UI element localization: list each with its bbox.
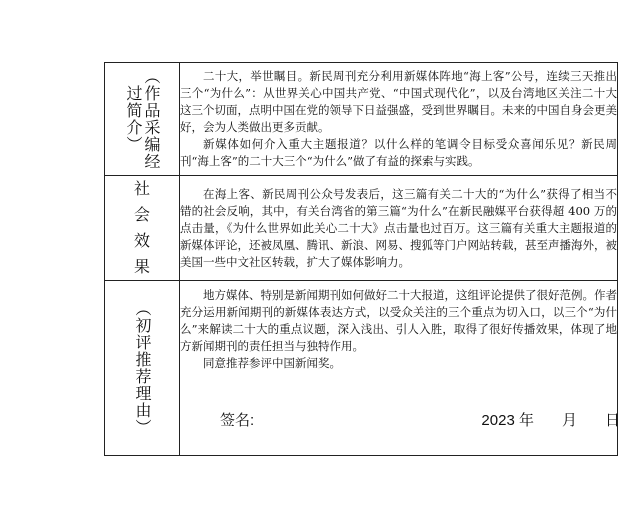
recommendation-form-table (104, 62, 618, 456)
form-row-process-summary (105, 63, 618, 176)
signature-month: 月 (561, 412, 577, 429)
process-summary-content (180, 63, 618, 176)
paragraph: 二十大，举世瞩目。新民周刊充分利用新媒体阵地“海上客”公号，连续三天推出三个“为什么”：从世界关心中国共产党、“中国式现代化”，以及台湾地区关注二十大这三个切面，点明中国在党的领导下日益强盛，受到世界瞩目。未来的中国自身会更美好，会为人类做出更多贡献。 (180, 69, 617, 134)
signature-line (220, 412, 620, 429)
process-summary-label: （作品采编经过简介） (124, 68, 161, 170)
label-char: 效 (133, 231, 150, 250)
social-effect-content (180, 176, 618, 281)
signature-label: 签名: (220, 412, 255, 429)
signature-day: 日 (604, 412, 620, 429)
label-char: 会 (133, 205, 150, 224)
form-row-recommendation-reason (105, 281, 618, 456)
paragraph: 同意推荐参评中国新闻奖。 (203, 356, 341, 370)
social-effect-label (134, 176, 150, 280)
paragraph: 地方媒体、特别是新闻期刊如何做好二十大报道，这组评论提供了很好范例。作者充分运用新闻期刊的新媒体表达方式，以受众关注的三个重点为切入口，以三个“为什么”来解读二十大的重点议题，深入浅出、引人入胜，取得了很好传播效果，体现了地方新闻期刊的责任担当与独特作用。 (180, 288, 617, 353)
label-char: 果 (133, 257, 150, 276)
label-char: 社 (133, 179, 150, 198)
paragraph: 在海上客、新民周刊公众号发表后，这三篇有关二十大的“为什么”获得了相当不错的社会反响，其中，有关台湾省的第三篇“为什么”在新民融媒平台获得超 400 万的点击量，《为什么世界如此关心二十大》点击量也过百万。这三篇有关重大主题报道的新媒体评论，还被凤凰、腾讯、新浪、网易、搜狐等门户网站转载，甚至声播海外，被美国一些中文社区转载，扩大了媒体影响力。 (180, 186, 617, 269)
row-label-cell (105, 281, 180, 456)
row-label-cell (105, 176, 180, 281)
signature-year: 2023 年 (481, 412, 534, 429)
row-label-cell (105, 63, 180, 176)
paragraph: 新媒体如何介入重大主题报道？以什么样的笔调令目标受众喜闻乐见？新民周刊“海上客”的二十大三个“为什么”做了有益的探索与实践。 (180, 137, 617, 168)
recommendation-reason-label: （初评推荐理由） (133, 300, 152, 436)
form-row-social-effect (105, 176, 618, 281)
recommendation-reason-content (180, 281, 618, 456)
